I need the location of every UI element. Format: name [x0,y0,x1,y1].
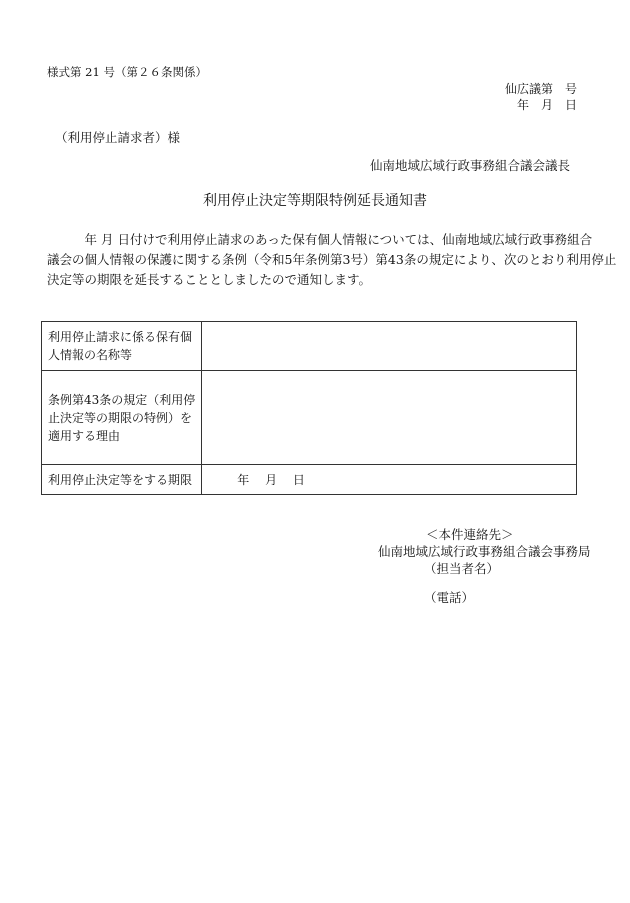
info-table [41,321,577,495]
document-date: 年 月 日 [516,98,577,112]
table-label-cell [42,371,202,465]
contact-heading: ＜本件連絡先＞ [426,527,514,542]
table-label-line: 止決定等の期限の特例）を [48,410,193,425]
contact-phone: （電話） [424,590,475,605]
contact-block [378,526,591,606]
body-text [47,230,617,290]
table-label-line: 利用停止決定等をする期限 [48,472,193,487]
form-number: 様式第 21 号（第２６条関係） [47,65,207,79]
table-label-line: 利用停止請求に係る保有個 [48,330,193,344]
document-number: 仙広議第 号 [504,82,577,96]
table-label-line: 条例第43条の規定（利用停 [48,392,196,407]
document-title: 利用停止決定等期限特例延長通知書 [203,193,427,209]
table-row [42,322,577,371]
body-line: 年 月 日付けで利用停止請求のあった保有個人情報については、仙南地域広域行政事務組合 [47,232,593,247]
table-value-cell [202,322,577,371]
table-row [42,465,577,495]
contact-office: 仙南地域広域行政事務組合議会事務局 [378,544,591,559]
table-label-cell [42,322,202,371]
table-label-line: 適用する理由 [48,428,121,443]
table-label-cell [42,465,202,495]
sender: 仙南地域広域行政事務組合議会議長 [369,158,570,173]
table-value-cell [202,371,577,465]
deadline-date-cell: 年 月 日 [202,465,577,495]
table-label-line: 人情報の名称等 [48,348,133,362]
contact-person: （担当者名） [424,561,500,576]
body-line: 決定等の期限を延長することとしましたので通知します。 [47,272,372,287]
table-row [42,371,577,465]
recipient: （利用停止請求者）様 [55,130,181,145]
body-line: 議会の個人情報の保護に関する条例（令和5年条例第3号）第43条の規定により、次のとおり利用停止 [47,252,617,267]
